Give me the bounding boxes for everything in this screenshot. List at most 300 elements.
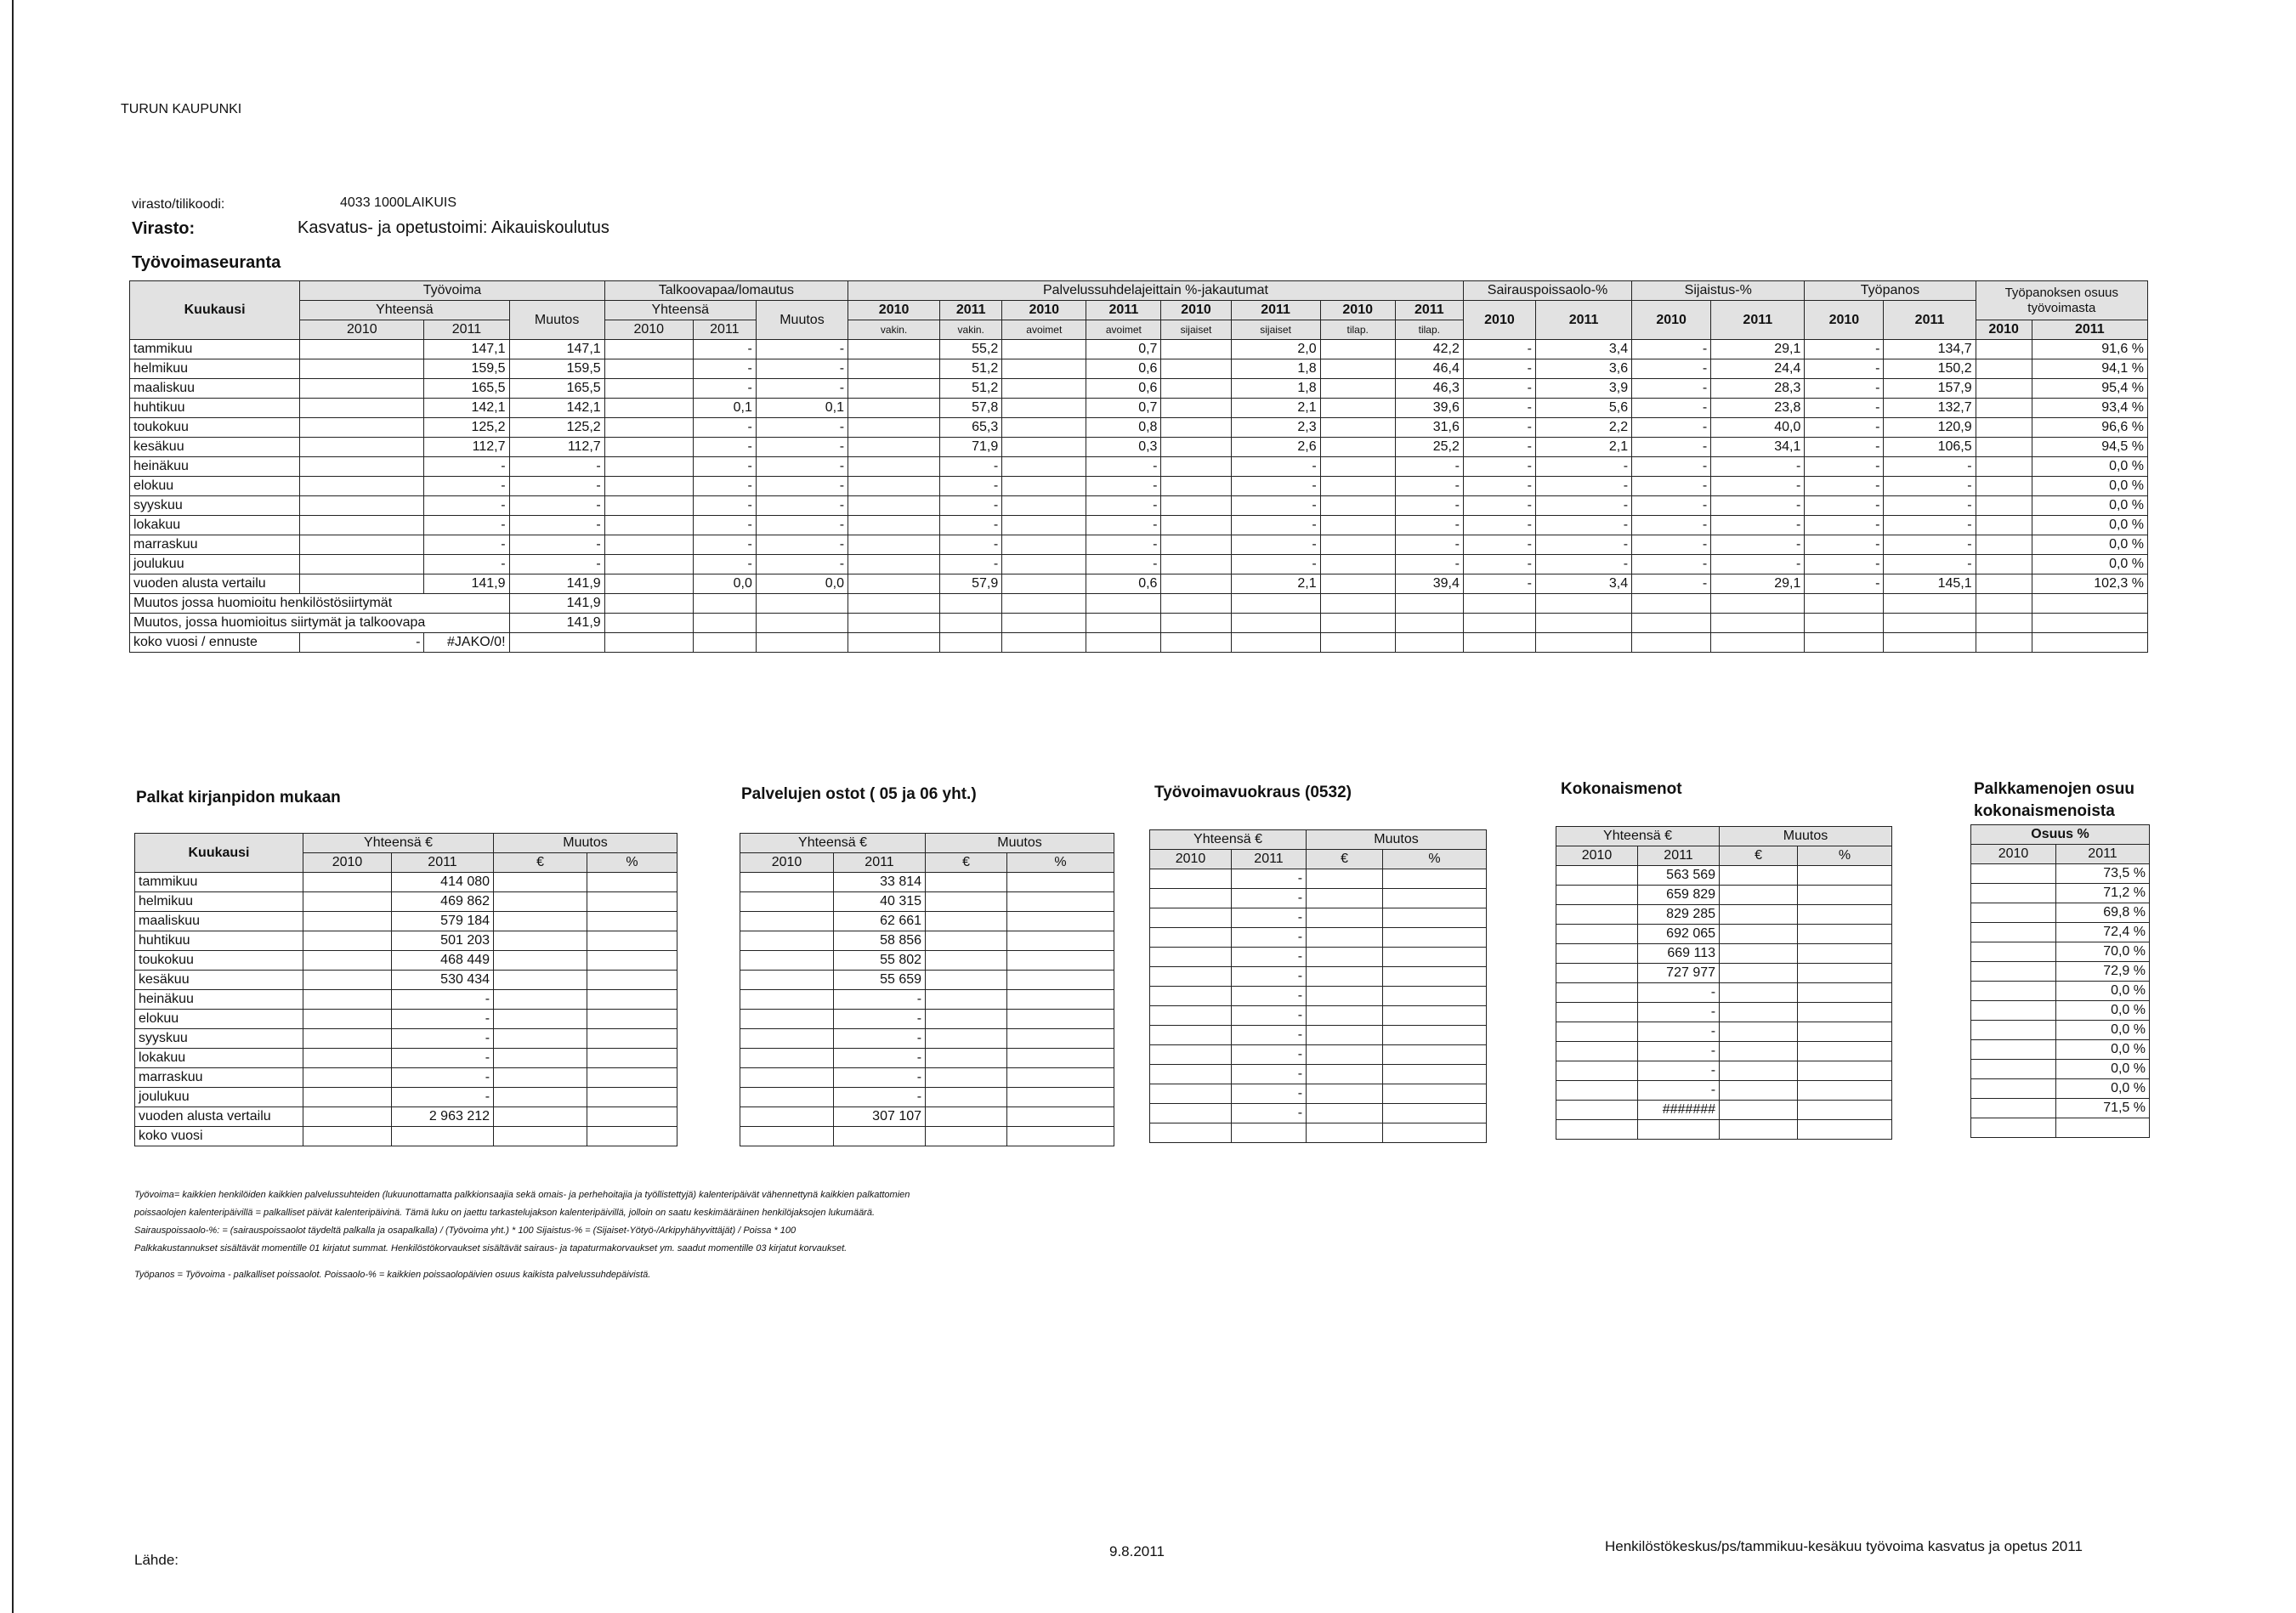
empty-cell bbox=[1007, 873, 1114, 892]
value-cell: - bbox=[1805, 399, 1884, 418]
pct-header: % bbox=[1007, 853, 1114, 873]
table-row bbox=[1556, 925, 1892, 944]
year-header: 2010 bbox=[303, 853, 392, 873]
empty-cell bbox=[303, 1010, 392, 1029]
value-cell: - bbox=[1711, 516, 1805, 535]
empty-cell bbox=[1971, 1118, 2056, 1138]
footnote: Työpanos = Työvoima - palkalliset poissaolot. Poissaolo-% = kaikkien poissaolopäivien osuus kaikista palvelussuhdepäivistä. bbox=[134, 1270, 651, 1280]
value-cell: 165,5 bbox=[509, 379, 604, 399]
empty-cell bbox=[1720, 1061, 1798, 1081]
value-cell: 102,3 % bbox=[2032, 574, 2147, 594]
value-cell: 0,0 bbox=[756, 574, 848, 594]
value-cell bbox=[1320, 555, 1395, 574]
empty-cell bbox=[1805, 594, 1884, 614]
empty-cell bbox=[740, 1127, 834, 1146]
value-cell bbox=[1976, 457, 2032, 477]
empty-cell bbox=[1383, 928, 1487, 948]
empty-cell bbox=[926, 971, 1007, 990]
month-cell: elokuu bbox=[135, 1010, 303, 1029]
table-row bbox=[1556, 1022, 1892, 1042]
empty-cell bbox=[494, 1068, 587, 1088]
value-cell: - bbox=[1232, 987, 1307, 1006]
value-cell: - bbox=[693, 379, 756, 399]
vuokraus-table bbox=[1149, 829, 1487, 1143]
table-row bbox=[130, 379, 2148, 399]
empty-cell bbox=[1976, 594, 2032, 614]
value-cell: - bbox=[1232, 1104, 1307, 1123]
table-row bbox=[135, 1029, 677, 1049]
value-cell: - bbox=[1086, 516, 1161, 535]
value-cell: - bbox=[1638, 1061, 1720, 1081]
empty-cell bbox=[509, 633, 604, 653]
value-cell bbox=[604, 516, 693, 535]
value-cell bbox=[1161, 555, 1231, 574]
value-cell: - bbox=[1711, 457, 1805, 477]
empty-cell bbox=[1150, 869, 1232, 889]
koko-vuosi-row bbox=[740, 1127, 1114, 1146]
empty-cell bbox=[1150, 987, 1232, 1006]
empty-cell bbox=[1720, 925, 1798, 944]
empty-cell bbox=[1805, 614, 1884, 633]
value-cell: - bbox=[1884, 477, 1976, 496]
value-cell bbox=[1976, 379, 2032, 399]
value-cell bbox=[1002, 574, 1086, 594]
value-cell: - bbox=[693, 359, 756, 379]
empty-cell bbox=[1232, 1123, 1307, 1143]
value-cell: 125,2 bbox=[424, 418, 509, 438]
empty-cell bbox=[303, 892, 392, 912]
value-cell: - bbox=[392, 1010, 494, 1029]
sub-header: vakin. bbox=[940, 320, 1002, 340]
value-cell: 112,7 bbox=[509, 438, 604, 457]
value-cell bbox=[1976, 340, 2032, 359]
year-header: 2011 bbox=[834, 853, 926, 873]
table-row bbox=[1971, 923, 2150, 942]
value-cell: - bbox=[940, 516, 1002, 535]
empty-cell bbox=[1632, 633, 1711, 653]
empty-cell bbox=[1320, 594, 1395, 614]
empty-cell bbox=[494, 951, 587, 971]
value-cell: 132,7 bbox=[1884, 399, 1976, 418]
value-cell bbox=[1002, 359, 1086, 379]
value-cell: - bbox=[1535, 535, 1631, 555]
month-cell: toukokuu bbox=[130, 418, 300, 438]
table-row bbox=[135, 1088, 677, 1107]
value-cell: - bbox=[1632, 555, 1711, 574]
value-cell: 414 080 bbox=[392, 873, 494, 892]
year-header: 2011 bbox=[693, 320, 756, 340]
year-header: 2011 bbox=[1535, 301, 1631, 340]
table-row bbox=[130, 457, 2148, 477]
value-cell: - bbox=[693, 438, 756, 457]
value-cell bbox=[1320, 477, 1395, 496]
value-cell: - bbox=[1535, 555, 1631, 574]
table-row bbox=[1150, 1045, 1487, 1065]
empty-cell bbox=[1086, 594, 1161, 614]
value-cell: 145,1 bbox=[1884, 574, 1976, 594]
value-cell: 2,6 bbox=[1231, 438, 1320, 457]
value-cell: - bbox=[693, 477, 756, 496]
pct-header: % bbox=[587, 853, 677, 873]
value-cell: 563 569 bbox=[1638, 866, 1720, 886]
value-cell: 1,8 bbox=[1231, 359, 1320, 379]
month-cell: toukokuu bbox=[135, 951, 303, 971]
empty-cell bbox=[740, 1029, 834, 1049]
empty-cell bbox=[494, 892, 587, 912]
footer-path: Henkilöstökeskus/ps/tammikuu-kesäkuu työvoima kasvatus ja opetus 2011 bbox=[1605, 1538, 2083, 1554]
value-cell: 91,6 % bbox=[2032, 340, 2147, 359]
value-cell: - bbox=[392, 1088, 494, 1107]
month-cell: tammikuu bbox=[135, 873, 303, 892]
value-cell: 165,5 bbox=[424, 379, 509, 399]
empty-cell bbox=[494, 873, 587, 892]
value-cell: ####### bbox=[1638, 1101, 1720, 1120]
value-cell: - bbox=[1805, 359, 1884, 379]
total-row bbox=[1150, 1104, 1487, 1123]
organization-name: TURUN KAUPUNKI bbox=[121, 102, 242, 116]
month-cell: tammikuu bbox=[130, 340, 300, 359]
year-header: 2011 bbox=[940, 301, 1002, 320]
koko-vuosi-row bbox=[1971, 1118, 2150, 1138]
value-cell: - bbox=[756, 438, 848, 457]
value-cell bbox=[604, 496, 693, 516]
value-cell bbox=[1161, 574, 1231, 594]
value-cell: - bbox=[1535, 477, 1631, 496]
value-cell bbox=[848, 496, 940, 516]
extra-value: 141,9 bbox=[509, 614, 604, 633]
value-cell bbox=[1161, 516, 1231, 535]
empty-cell bbox=[1556, 886, 1638, 905]
value-cell: - bbox=[1632, 457, 1711, 477]
empty-cell bbox=[1720, 1081, 1798, 1101]
empty-cell bbox=[926, 1049, 1007, 1068]
value-cell: 72,4 % bbox=[2056, 923, 2150, 942]
kokonaismenot-title: Kokonaismenot bbox=[1561, 780, 1682, 798]
year-header: 2011 bbox=[1638, 846, 1720, 866]
table-row bbox=[130, 399, 2148, 418]
empty-cell bbox=[1307, 869, 1383, 889]
empty-cell bbox=[1007, 1029, 1114, 1049]
value-cell: - bbox=[1805, 496, 1884, 516]
empty-cell bbox=[1971, 1060, 2056, 1079]
empty-cell bbox=[587, 1068, 677, 1088]
value-cell: 94,5 % bbox=[2032, 438, 2147, 457]
value-cell bbox=[1320, 379, 1395, 399]
footnote: Palkkakustannukset sisältävät momentille 01 kirjatut summat. Henkilöstökorvaukset sisältävät sairaus- ja tapaturmakorvaukset ym. saadut momentille 03 kirjatut korvaukset. bbox=[134, 1243, 848, 1254]
value-cell: 29,1 bbox=[1711, 340, 1805, 359]
value-cell: 0,0 % bbox=[2032, 496, 2147, 516]
value-cell: - bbox=[756, 496, 848, 516]
value-cell: 0,0 bbox=[693, 574, 756, 594]
value-cell: - bbox=[1463, 457, 1535, 477]
value-cell: - bbox=[424, 457, 509, 477]
empty-cell bbox=[1711, 594, 1805, 614]
value-cell: - bbox=[1711, 555, 1805, 574]
year-header: 2010 bbox=[848, 301, 940, 320]
value-cell: 46,3 bbox=[1395, 379, 1463, 399]
value-cell bbox=[1320, 496, 1395, 516]
empty-cell bbox=[1720, 1120, 1798, 1140]
value-cell bbox=[1161, 457, 1231, 477]
footnotes bbox=[134, 1186, 1324, 1284]
sub-header: tilap. bbox=[1320, 320, 1395, 340]
value-cell bbox=[1320, 516, 1395, 535]
value-cell: - bbox=[1632, 418, 1711, 438]
value-cell: 0,0 % bbox=[2056, 982, 2150, 1001]
value-cell bbox=[848, 535, 940, 555]
value-cell: 71,9 bbox=[940, 438, 1002, 457]
value-cell: - bbox=[1086, 555, 1161, 574]
value-cell: - bbox=[1638, 1081, 1720, 1101]
empty-cell bbox=[740, 912, 834, 931]
muutos-header: Muutos bbox=[1720, 827, 1892, 846]
value-cell: 62 661 bbox=[834, 912, 926, 931]
table-row bbox=[1150, 928, 1487, 948]
empty-cell bbox=[303, 931, 392, 951]
value-cell: - bbox=[1632, 477, 1711, 496]
value-cell: - bbox=[1231, 457, 1320, 477]
empty-cell bbox=[303, 1088, 392, 1107]
empty-cell bbox=[303, 873, 392, 892]
empty-cell bbox=[1971, 1001, 2056, 1021]
value-cell: - bbox=[509, 516, 604, 535]
table-row bbox=[1150, 1084, 1487, 1104]
empty-cell bbox=[1086, 614, 1161, 633]
koko-vuosi-row bbox=[130, 633, 2148, 653]
empty-cell bbox=[1007, 1010, 1114, 1029]
value-cell: - bbox=[1632, 516, 1711, 535]
value-cell: 141,9 bbox=[509, 574, 604, 594]
empty-cell bbox=[1307, 948, 1383, 967]
empty-cell bbox=[1971, 923, 2056, 942]
value-cell: 0,8 bbox=[1086, 418, 1161, 438]
value-cell: - bbox=[1638, 983, 1720, 1003]
value-cell bbox=[1161, 418, 1231, 438]
value-cell: - bbox=[1632, 535, 1711, 555]
empty-cell bbox=[1556, 925, 1638, 944]
empty-cell bbox=[494, 912, 587, 931]
value-cell: 0,0 % bbox=[2032, 516, 2147, 535]
month-cell: elokuu bbox=[130, 477, 300, 496]
koko-label: koko vuosi bbox=[135, 1127, 303, 1146]
empty-cell bbox=[693, 594, 756, 614]
empty-cell bbox=[740, 931, 834, 951]
value-cell bbox=[300, 418, 424, 438]
value-cell bbox=[1976, 418, 2032, 438]
empty-cell bbox=[303, 951, 392, 971]
empty-cell bbox=[740, 1010, 834, 1029]
value-cell: - bbox=[1884, 555, 1976, 574]
value-cell: - bbox=[1231, 535, 1320, 555]
month-cell: huhtikuu bbox=[130, 399, 300, 418]
month-cell: kesäkuu bbox=[135, 971, 303, 990]
value-cell: - bbox=[424, 516, 509, 535]
value-cell bbox=[604, 438, 693, 457]
empty-cell bbox=[940, 633, 1002, 653]
footnote: Työvoima= kaikkien henkilöiden kaikkien palvelussuhteiden (lukuunottamatta palkkionsaajia sekä omais- ja perhehoitajia ja työllistettyjä) kalenteripäivät vähennettynä kaikkien palkattomien bbox=[134, 1190, 910, 1200]
value-cell bbox=[1320, 418, 1395, 438]
value-cell: - bbox=[392, 1049, 494, 1068]
total-row bbox=[740, 1107, 1114, 1127]
empty-cell bbox=[1971, 1040, 2056, 1060]
value-cell bbox=[300, 438, 424, 457]
value-cell: - bbox=[1711, 535, 1805, 555]
table-row bbox=[135, 971, 677, 990]
value-cell: 106,5 bbox=[1884, 438, 1976, 457]
value-cell: 70,0 % bbox=[2056, 942, 2150, 962]
empty-cell bbox=[1798, 944, 1892, 964]
value-cell: - bbox=[424, 496, 509, 516]
value-cell: - bbox=[1632, 379, 1711, 399]
value-cell: - bbox=[509, 496, 604, 516]
value-cell: - bbox=[834, 1029, 926, 1049]
total-row bbox=[1971, 1099, 2150, 1118]
value-cell bbox=[1002, 477, 1086, 496]
value-cell: 134,7 bbox=[1884, 340, 1976, 359]
empty-cell bbox=[1307, 1084, 1383, 1104]
value-cell bbox=[1002, 555, 1086, 574]
total-row bbox=[135, 1107, 677, 1127]
eur-header: € bbox=[1720, 846, 1798, 866]
empty-cell bbox=[1150, 967, 1232, 987]
value-cell: 468 449 bbox=[392, 951, 494, 971]
value-cell bbox=[848, 477, 940, 496]
extra-row-2 bbox=[130, 614, 2148, 633]
empty-cell bbox=[1720, 983, 1798, 1003]
empty-cell bbox=[1383, 967, 1487, 987]
table-row bbox=[1556, 905, 1892, 925]
table-row bbox=[1556, 1042, 1892, 1061]
value-cell: - bbox=[1232, 967, 1307, 987]
empty-cell bbox=[1632, 614, 1711, 633]
value-cell: 57,8 bbox=[940, 399, 1002, 418]
value-cell: 0,0 % bbox=[2032, 477, 2147, 496]
value-cell: - bbox=[1232, 1084, 1307, 1104]
empty-cell bbox=[1150, 928, 1232, 948]
extra-label: Muutos jossa huomioitu henkilöstösiirtymät bbox=[130, 594, 510, 614]
empty-cell bbox=[1007, 912, 1114, 931]
empty-cell bbox=[1463, 594, 1535, 614]
empty-cell bbox=[1556, 1081, 1638, 1101]
kokonaismenot-table bbox=[1556, 826, 1892, 1140]
year-header: 2011 bbox=[1884, 301, 1976, 340]
empty-cell bbox=[848, 594, 940, 614]
total-row bbox=[1556, 1101, 1892, 1120]
value-cell: 501 203 bbox=[392, 931, 494, 951]
value-cell: - bbox=[1711, 477, 1805, 496]
value-cell: 40 315 bbox=[834, 892, 926, 912]
empty-cell bbox=[1971, 884, 2056, 903]
value-cell: 2,2 bbox=[1535, 418, 1631, 438]
virasto-code-value: 4033 1000LAIKUIS bbox=[340, 195, 456, 210]
empty-cell bbox=[1383, 1104, 1487, 1123]
year-header: 2010 bbox=[1805, 301, 1884, 340]
table-row bbox=[1556, 1081, 1892, 1101]
value-cell: 33 814 bbox=[834, 873, 926, 892]
empty-cell bbox=[740, 990, 834, 1010]
value-cell: 1,8 bbox=[1231, 379, 1320, 399]
empty-cell bbox=[587, 1088, 677, 1107]
talkoo-muutos-header: Muutos bbox=[756, 301, 848, 340]
empty-cell bbox=[494, 1127, 587, 1146]
empty-cell bbox=[1798, 925, 1892, 944]
value-cell: 147,1 bbox=[424, 340, 509, 359]
virasto-label: Virasto: bbox=[132, 219, 196, 238]
table-row bbox=[130, 516, 2148, 535]
value-cell: - bbox=[756, 516, 848, 535]
empty-cell bbox=[1161, 594, 1231, 614]
value-cell bbox=[1976, 496, 2032, 516]
empty-cell bbox=[1007, 1049, 1114, 1068]
value-cell: - bbox=[1463, 496, 1535, 516]
empty-cell bbox=[1150, 1084, 1232, 1104]
value-cell: 692 065 bbox=[1638, 925, 1720, 944]
month-cell: marraskuu bbox=[135, 1068, 303, 1088]
empty-cell bbox=[1383, 1006, 1487, 1026]
empty-cell bbox=[303, 912, 392, 931]
year-header: 2011 bbox=[2056, 845, 2150, 864]
value-cell: - bbox=[1463, 418, 1535, 438]
osuus-header: Osuus % bbox=[1971, 825, 2150, 845]
value-cell: - bbox=[392, 1029, 494, 1049]
table-row bbox=[1150, 1006, 1487, 1026]
table-row bbox=[1971, 884, 2150, 903]
empty-cell bbox=[587, 873, 677, 892]
empty-cell bbox=[1150, 948, 1232, 967]
value-cell bbox=[848, 555, 940, 574]
value-cell bbox=[848, 340, 940, 359]
value-cell: - bbox=[693, 418, 756, 438]
table-row bbox=[740, 931, 1114, 951]
year-header: 2010 bbox=[1150, 850, 1232, 869]
empty-cell bbox=[1161, 633, 1231, 653]
value-cell: - bbox=[1086, 496, 1161, 516]
value-cell bbox=[1976, 399, 2032, 418]
table-row bbox=[1556, 983, 1892, 1003]
table-row bbox=[740, 1029, 1114, 1049]
value-cell: - bbox=[1632, 574, 1711, 594]
empty-cell bbox=[1556, 983, 1638, 1003]
tyopanoksen-osuus-header: Työpanoksen osuus työvoimasta bbox=[1976, 281, 2147, 320]
year-header: 2011 bbox=[392, 853, 494, 873]
value-cell: - bbox=[1632, 438, 1711, 457]
empty-cell bbox=[2032, 633, 2147, 653]
value-cell bbox=[1161, 535, 1231, 555]
kuukausi-header: Kuukausi bbox=[130, 281, 300, 340]
empty-cell bbox=[1307, 967, 1383, 987]
year-header: 2011 bbox=[424, 320, 509, 340]
table-row bbox=[1150, 869, 1487, 889]
osuus-title-line2: kokonaismenoista bbox=[1974, 802, 2115, 820]
tyovoima-muutos-header: Muutos bbox=[509, 301, 604, 340]
empty-cell bbox=[1884, 633, 1976, 653]
empty-cell bbox=[940, 594, 1002, 614]
value-cell: 39,4 bbox=[1395, 574, 1463, 594]
value-cell: - bbox=[834, 1010, 926, 1029]
year-header: 2010 bbox=[1632, 301, 1711, 340]
value-cell: 0,3 bbox=[1086, 438, 1161, 457]
empty-cell bbox=[1463, 633, 1535, 653]
value-cell bbox=[300, 574, 424, 594]
empty-cell bbox=[834, 1127, 926, 1146]
virasto-value: Kasvatus- ja opetustoimi: Aikauiskoulutus bbox=[298, 218, 609, 237]
table-row bbox=[135, 990, 677, 1010]
empty-cell bbox=[1798, 1120, 1892, 1140]
empty-cell bbox=[926, 1127, 1007, 1146]
value-cell bbox=[1320, 340, 1395, 359]
empty-cell bbox=[1320, 614, 1395, 633]
empty-cell bbox=[740, 1088, 834, 1107]
